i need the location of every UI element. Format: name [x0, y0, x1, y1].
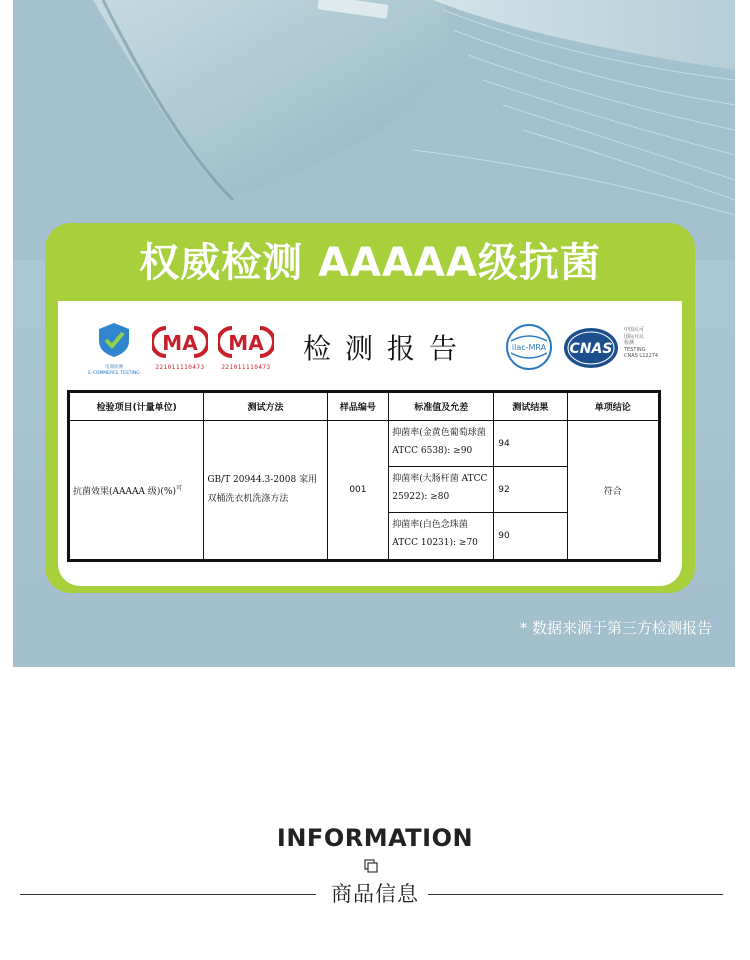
cnas-line: 检测 — [624, 340, 635, 346]
cma-number-2: 221011110473 — [221, 364, 271, 371]
svg-text:CNAS: CNAS — [569, 341, 613, 357]
standard-text: 抑菌率(白色念珠菌 ATCC 10231): ≥70 — [389, 513, 494, 559]
cnas-line: 中国认可 — [624, 327, 645, 333]
standard-row — [389, 513, 566, 559]
information-title: INFORMATION — [276, 824, 474, 852]
item-cell — [69, 421, 204, 561]
method-cell — [204, 421, 327, 561]
shield-check-icon — [94, 321, 134, 359]
method-text: GB/T 20944.3-2008 家用双桶洗衣机洗涤方法 — [207, 475, 318, 504]
cma-number-1: 221011110473 — [155, 364, 205, 371]
cnas-logo — [563, 326, 619, 370]
cma-mark-icon — [152, 325, 208, 359]
svg-text:ilac-MRA: ilac-MRA — [511, 343, 547, 352]
item-text: 抗菌效果(AAAAA 级)(%) — [73, 487, 176, 497]
standards-cell — [389, 421, 567, 561]
svg-text:MA: MA — [228, 331, 264, 355]
standard-text: 抑菌率(金黄色葡萄球菌 ATCC 6538): ≥90 — [389, 421, 494, 466]
report-panel — [58, 301, 682, 586]
ecommerce-label: 电商检测 — [105, 365, 123, 370]
standard-row — [389, 467, 566, 513]
data-source-note: * 数据来源于第三方检测报告 — [519, 619, 712, 637]
cnas-line: TESTING — [624, 346, 646, 353]
item-superscript: 可 — [175, 485, 182, 492]
certification-card — [45, 223, 695, 593]
column-header: 测试结果 — [512, 403, 549, 413]
certification-logos — [58, 301, 682, 389]
table-header-row — [69, 392, 660, 421]
conclusion-cell: 符合 — [567, 421, 659, 561]
result-value: 94 — [498, 438, 510, 449]
standard-text: 抑菌率(大肠杆菌 ATCC 25922): ≥80 — [389, 467, 494, 512]
standard-row — [389, 421, 566, 467]
result-value: 92 — [498, 484, 510, 495]
table-row — [69, 421, 660, 561]
information-subtitle: 商品信息 — [331, 882, 419, 906]
ilac-mra-logo — [505, 323, 553, 371]
svg-text:MA: MA — [162, 331, 198, 355]
cma-logo-1 — [150, 325, 210, 375]
copy-squares-icon — [363, 858, 379, 874]
ecommerce-testing-logo — [86, 321, 142, 376]
ecommerce-sublabel: E-COMMERCE TESTING — [88, 371, 140, 376]
result-value: 90 — [498, 531, 510, 541]
cnas-line: CNAS L12274 — [624, 353, 659, 359]
column-header: 标准值及允差 — [389, 393, 494, 420]
column-header: 测试方法 — [204, 392, 327, 421]
report-heading: 检测报告 — [303, 332, 472, 365]
column-header: 样品编号 — [327, 392, 389, 421]
column-header-group — [389, 392, 567, 421]
sample-number-cell: 001 — [327, 421, 389, 561]
card-title: 权威检测 AAAAA级抗菌 — [139, 240, 601, 286]
cnas-accreditation-text — [624, 327, 658, 360]
column-header: 检验项目(计量单位) — [69, 392, 204, 421]
feather-fabric-illustration — [13, 0, 735, 260]
cnas-line: 国际互认 — [624, 333, 645, 340]
column-header: 单项结论 — [567, 392, 659, 421]
cma-logo-2 — [216, 325, 276, 375]
test-results-table — [67, 390, 661, 562]
cma-mark-icon — [218, 325, 274, 359]
